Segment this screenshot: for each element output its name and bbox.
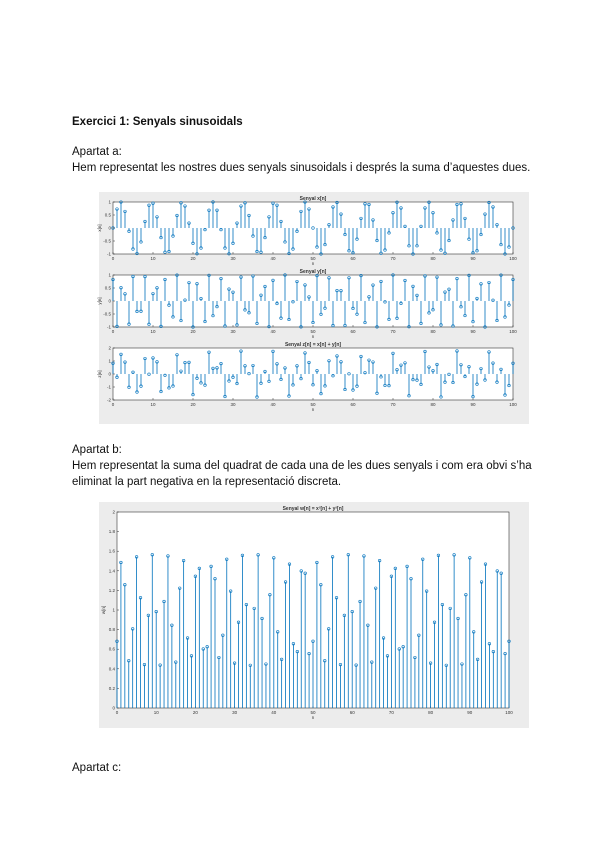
y-tick-label: 0 <box>108 225 111 231</box>
x-tick-label: 30 <box>230 256 236 261</box>
y-tick-label: -1 <box>106 251 111 257</box>
x-tick-label: 90 <box>470 256 476 261</box>
x-tick-label: 100 <box>509 329 517 334</box>
y-axis-label: y[n] <box>97 297 102 305</box>
y-axis-label: x[n] <box>97 224 102 232</box>
y-tick-label: 0.6 <box>108 646 115 652</box>
x-tick-label: 80 <box>430 329 436 334</box>
y-tick-label: -0.5 <box>103 238 111 244</box>
x-tick-label: 0 <box>111 329 115 334</box>
figure-squared <box>99 502 529 728</box>
figure-abc <box>99 192 529 424</box>
x-tick-label: 30 <box>230 402 236 407</box>
axes-title: Senyal y[n] <box>299 269 327 275</box>
y-tick-label: 0.4 <box>108 666 115 672</box>
y-tick-label: 2 <box>112 509 115 515</box>
axes-title: Senyal z[n] = x[n] + y[n] <box>284 342 342 348</box>
x-tick-label: 90 <box>467 710 473 715</box>
x-axis-label: n <box>311 407 315 412</box>
figure-squared-svg <box>99 502 529 728</box>
x-axis-label: n <box>311 261 315 266</box>
y-tick-label: 1 <box>108 272 111 278</box>
y-tick-label: 1.6 <box>108 548 115 554</box>
x-tick-label: 40 <box>270 329 276 334</box>
x-tick-label: 50 <box>310 710 316 715</box>
y-tick-label: -1 <box>106 324 111 330</box>
x-tick-label: 60 <box>350 329 356 334</box>
part-a-heading: Apartat a: <box>72 146 122 158</box>
x-tick-label: 40 <box>270 256 276 261</box>
y-tick-label: 0.5 <box>104 212 111 218</box>
y-tick-label: 1 <box>108 199 111 205</box>
y-tick-label: 1 <box>112 607 115 613</box>
x-tick-label: 100 <box>509 256 517 261</box>
part-c-heading: Apartat c: <box>72 762 122 774</box>
x-tick-label: 80 <box>430 402 436 407</box>
x-tick-label: 20 <box>190 329 196 334</box>
x-tick-label: 50 <box>310 402 316 407</box>
x-tick-label: 60 <box>349 710 355 715</box>
x-tick-label: 10 <box>153 710 159 715</box>
y-tick-label: 0.2 <box>108 685 115 691</box>
x-tick-label: 10 <box>150 256 156 261</box>
y-tick-label: 0.8 <box>108 627 115 633</box>
x-tick-label: 40 <box>270 402 276 407</box>
x-tick-label: 80 <box>430 256 436 261</box>
figure-abc-svg <box>99 192 529 424</box>
y-tick-label: 0.5 <box>104 285 111 291</box>
y-tick-label: 1.4 <box>108 568 115 574</box>
x-tick-label: 10 <box>150 402 156 407</box>
y-tick-label: 0 <box>112 705 115 711</box>
part-b-heading: Apartat b: <box>72 444 122 456</box>
x-tick-label: 90 <box>470 402 476 407</box>
x-tick-label: 60 <box>350 402 356 407</box>
x-tick-label: 0 <box>111 256 115 261</box>
y-tick-label: -1 <box>106 384 111 390</box>
y-axis-label: z[n] <box>97 370 102 378</box>
part-a-text: Hem representat les nostres dues senyals sinusoidals i després la suma d’aquestes dues. <box>72 162 531 174</box>
y-tick-label: -2 <box>106 397 111 403</box>
x-tick-label: 20 <box>190 256 196 261</box>
y-tick-label: 0 <box>108 298 111 304</box>
x-tick-label: 70 <box>390 329 396 334</box>
x-tick-label: 70 <box>390 256 396 261</box>
x-tick-label: 50 <box>310 256 316 261</box>
section-title: Exercici 1: Senyals sinusoidals <box>72 116 243 128</box>
x-tick-label: 50 <box>310 329 316 334</box>
y-axis-label: w[n] <box>101 605 106 615</box>
axes-title: Senyal w[n] = x²[n] + y²[n] <box>282 506 344 512</box>
x-tick-label: 100 <box>505 710 513 715</box>
x-tick-label: 80 <box>428 710 434 715</box>
x-tick-label: 70 <box>390 402 396 407</box>
x-axis-label: n <box>311 715 315 720</box>
x-tick-label: 30 <box>230 329 236 334</box>
y-tick-label: -0.5 <box>103 311 111 317</box>
x-tick-label: 10 <box>150 329 156 334</box>
y-tick-label: 1 <box>108 358 111 364</box>
x-tick-label: 20 <box>192 710 198 715</box>
x-tick-label: 100 <box>509 402 517 407</box>
x-tick-label: 60 <box>350 256 356 261</box>
x-tick-label: 90 <box>470 329 476 334</box>
x-tick-label: 40 <box>271 710 277 715</box>
axes-title: Senyal x[n] <box>299 196 327 202</box>
y-tick-label: 1.2 <box>108 587 115 593</box>
y-tick-label: 1.8 <box>108 529 115 535</box>
x-tick-label: 0 <box>115 710 119 715</box>
x-tick-label: 30 <box>232 710 238 715</box>
y-tick-label: 0 <box>108 371 111 377</box>
part-b-text: Hem representat la suma del quadrat de cada una de les dues senyals i com era obvi s’ha eliminat la part negativa en la representació discreta. <box>72 460 532 488</box>
x-axis-label: n <box>311 334 315 339</box>
x-tick-label: 20 <box>190 402 196 407</box>
x-tick-label: 70 <box>388 710 394 715</box>
y-tick-label: 2 <box>108 345 111 351</box>
x-tick-label: 0 <box>111 402 115 407</box>
